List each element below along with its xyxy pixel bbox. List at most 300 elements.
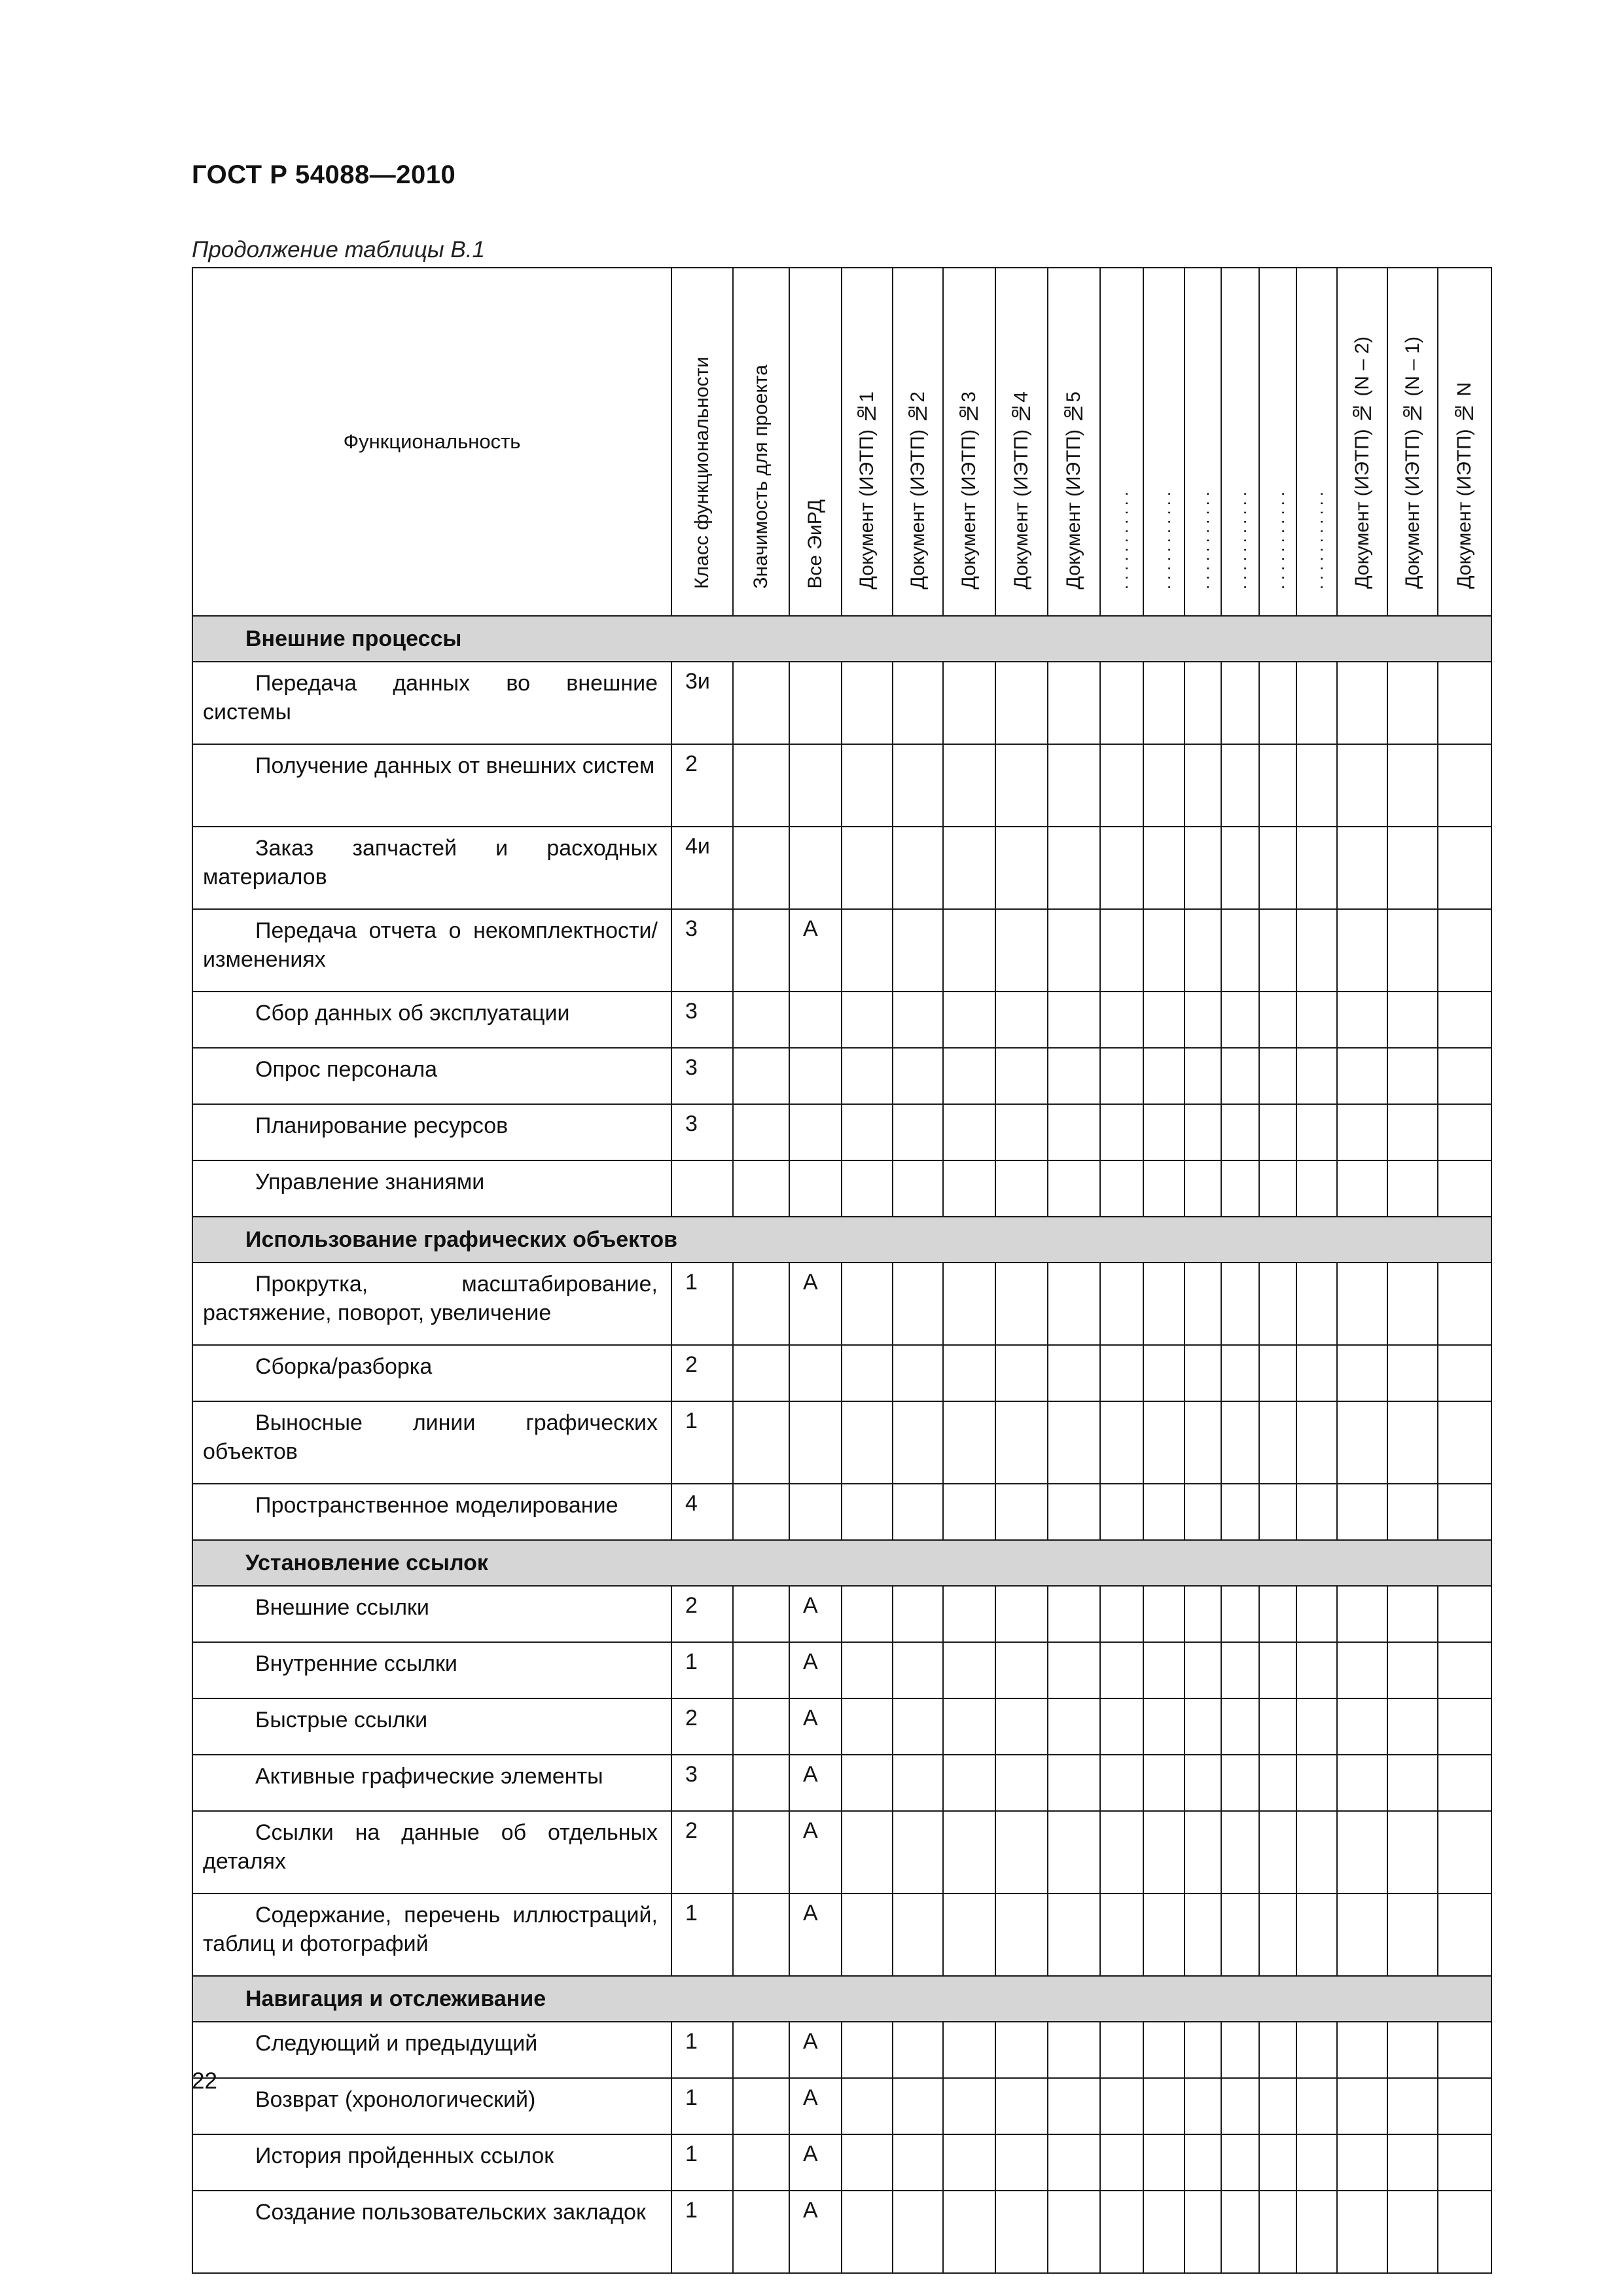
- document-cell: [1048, 1755, 1100, 1811]
- document-cell: [1259, 1811, 1296, 1893]
- functionality-name: Активные графические элементы: [192, 1755, 671, 1811]
- document-cell: [1337, 909, 1387, 992]
- document-cell: [1387, 1104, 1438, 1160]
- document-cell: [1387, 2191, 1438, 2273]
- document-cell: [1143, 1642, 1185, 1698]
- all-documents-cell: [789, 1048, 842, 1104]
- document-cell: [842, 1755, 893, 1811]
- document-cell: [842, 1104, 893, 1160]
- column-header-label: ...........: [1193, 486, 1213, 589]
- document-cell: [1438, 2078, 1491, 2134]
- document-cell: [1185, 909, 1221, 992]
- all-documents-cell: А: [789, 1893, 842, 1976]
- document-cell: [1143, 827, 1185, 909]
- document-cell: [1438, 1811, 1491, 1893]
- document-cell: [1296, 2134, 1337, 2191]
- document-cell: [1221, 1263, 1259, 1345]
- document-cell: [943, 1160, 995, 1217]
- document-cell: [1296, 2022, 1337, 2078]
- document-cell: [1337, 1104, 1387, 1160]
- document-cell: [1387, 1755, 1438, 1811]
- column-header: [1185, 268, 1221, 616]
- document-cell: [1337, 2078, 1387, 2134]
- document-cell: [1259, 744, 1296, 827]
- section-title: Установление ссылок: [192, 1540, 1491, 1586]
- document-cell: [1185, 1160, 1221, 1217]
- document-cell: [995, 1893, 1048, 1976]
- functionality-name: Планирование ресурсов: [192, 1104, 671, 1160]
- functionality-class-cell: 3: [671, 992, 733, 1048]
- document-cell: [1048, 1893, 1100, 1976]
- project-significance-cell: [733, 1755, 789, 1811]
- document-cell: [1337, 1811, 1387, 1893]
- document-cell: [893, 1698, 943, 1755]
- functionality-class-cell: 3: [671, 1755, 733, 1811]
- document-cell: [1143, 1401, 1185, 1484]
- document-cell: [1221, 1586, 1259, 1642]
- document-cell: [1259, 1586, 1296, 1642]
- document-cell: [1438, 827, 1491, 909]
- document-cell: [1259, 2191, 1296, 2273]
- project-significance-cell: [733, 1104, 789, 1160]
- document-cell: [1337, 827, 1387, 909]
- document-cell: [1048, 1401, 1100, 1484]
- document-cell: [842, 2134, 893, 2191]
- document-cell: [1387, 1698, 1438, 1755]
- document-cell: [1337, 744, 1387, 827]
- table-row: [192, 1698, 1491, 1755]
- page-number: 22: [192, 2068, 217, 2094]
- document-cell: [1048, 1048, 1100, 1104]
- all-documents-cell: А: [789, 1642, 842, 1698]
- document-cell: [1221, 1484, 1259, 1540]
- document-cell: [1221, 1755, 1259, 1811]
- table-row: [192, 1104, 1491, 1160]
- document-cell: [1259, 1484, 1296, 1540]
- functionality-class-cell: 1: [671, 1401, 733, 1484]
- project-significance-cell: [733, 1586, 789, 1642]
- document-cell: [995, 1484, 1048, 1540]
- column-header-label: Документ (ИЭТП) № (N – 1): [1401, 336, 1423, 589]
- all-documents-cell: [789, 992, 842, 1048]
- table-row: [192, 1345, 1491, 1401]
- all-documents-cell: А: [789, 1586, 842, 1642]
- document-cell: [1438, 1586, 1491, 1642]
- document-header: ГОСТ Р 54088—2010: [192, 160, 456, 189]
- document-cell: [1337, 2022, 1387, 2078]
- document-cell: [1221, 2078, 1259, 2134]
- all-documents-cell: [789, 1160, 842, 1217]
- functionality-class-cell: 2: [671, 1698, 733, 1755]
- functionality-name: Внешние ссылки: [192, 1586, 671, 1642]
- document-cell: [893, 992, 943, 1048]
- document-cell: [1100, 2078, 1143, 2134]
- document-cell: [1100, 2134, 1143, 2191]
- document-cell: [842, 1893, 893, 1976]
- functionality-name: Возврат (хронологический): [192, 2078, 671, 2134]
- project-significance-cell: [733, 2022, 789, 2078]
- column-header: [1438, 268, 1491, 616]
- document-cell: [995, 1755, 1048, 1811]
- table-row: [192, 2134, 1491, 2191]
- document-cell: [1143, 1755, 1185, 1811]
- project-significance-cell: [733, 1160, 789, 1217]
- document-cell: [1259, 1263, 1296, 1345]
- document-cell: [1143, 1345, 1185, 1401]
- column-header: [893, 268, 943, 616]
- document-cell: [1387, 1586, 1438, 1642]
- document-cell: [1337, 1586, 1387, 1642]
- document-cell: [1221, 1893, 1259, 1976]
- document-cell: [1048, 992, 1100, 1048]
- project-significance-cell: [733, 1698, 789, 1755]
- document-cell: [1337, 1160, 1387, 1217]
- document-cell: [1438, 1642, 1491, 1698]
- document-cell: [1337, 2191, 1387, 2273]
- document-cell: [1337, 1698, 1387, 1755]
- document-cell: [1387, 744, 1438, 827]
- document-cell: [1221, 1401, 1259, 1484]
- document-cell: [1438, 2022, 1491, 2078]
- document-cell: [1185, 2134, 1221, 2191]
- document-cell: [1048, 1642, 1100, 1698]
- document-cell: [1259, 662, 1296, 744]
- document-cell: [1185, 827, 1221, 909]
- document-cell: [1143, 662, 1185, 744]
- document-cell: [1387, 2134, 1438, 2191]
- functionality-name: Сборка/разборка: [192, 1345, 671, 1401]
- document-cell: [1100, 992, 1143, 1048]
- document-cell: [943, 1345, 995, 1401]
- document-cell: [1185, 1104, 1221, 1160]
- table-row: [192, 1401, 1491, 1484]
- document-cell: [1387, 2022, 1438, 2078]
- document-cell: [1296, 1048, 1337, 1104]
- all-documents-cell: [789, 744, 842, 827]
- project-significance-cell: [733, 1484, 789, 1540]
- document-cell: [943, 1893, 995, 1976]
- table-header-row: [192, 268, 1491, 616]
- document-cell: [995, 1586, 1048, 1642]
- document-cell: [893, 827, 943, 909]
- document-cell: [995, 662, 1048, 744]
- document-cell: [1259, 2078, 1296, 2134]
- document-cell: [1259, 1345, 1296, 1401]
- document-cell: [1185, 1811, 1221, 1893]
- document-cell: [893, 2078, 943, 2134]
- document-cell: [1143, 909, 1185, 992]
- document-cell: [943, 2022, 995, 2078]
- section-row: [192, 616, 1491, 662]
- document-cell: [1143, 2134, 1185, 2191]
- document-cell: [1337, 1642, 1387, 1698]
- document-cell: [893, 2191, 943, 2273]
- document-cell: [1337, 1048, 1387, 1104]
- document-cell: [995, 1811, 1048, 1893]
- all-documents-cell: А: [789, 2022, 842, 2078]
- section-title: Использование графических объектов: [192, 1217, 1491, 1263]
- all-documents-cell: А: [789, 1263, 842, 1345]
- document-cell: [1100, 1698, 1143, 1755]
- document-cell: [842, 2191, 893, 2273]
- functionality-class-cell: 1: [671, 2078, 733, 2134]
- all-documents-cell: А: [789, 2078, 842, 2134]
- document-cell: [943, 1698, 995, 1755]
- document-cell: [1337, 1263, 1387, 1345]
- document-cell: [943, 1048, 995, 1104]
- document-cell: [943, 1263, 995, 1345]
- document-cell: [1185, 1345, 1221, 1401]
- document-cell: [1438, 2134, 1491, 2191]
- document-cell: [1387, 1642, 1438, 1698]
- document-cell: [1296, 1642, 1337, 1698]
- table-row: [192, 1811, 1491, 1893]
- document-cell: [893, 2134, 943, 2191]
- document-cell: [1143, 1484, 1185, 1540]
- document-cell: [842, 1401, 893, 1484]
- document-cell: [995, 909, 1048, 992]
- document-cell: [1296, 2191, 1337, 2273]
- document-cell: [1100, 1048, 1143, 1104]
- functionality-name: Сбор данных об эксплуатации: [192, 992, 671, 1048]
- document-cell: [1100, 1401, 1143, 1484]
- functionality-class-cell: 3: [671, 909, 733, 992]
- document-cell: [893, 1345, 943, 1401]
- document-cell: [1296, 1401, 1337, 1484]
- section-title: Внешние процессы: [192, 616, 1491, 662]
- functionality-name: Содержание, перечень иллюстраций, таблиц и фотографий: [192, 1893, 671, 1976]
- document-cell: [893, 1755, 943, 1811]
- document-cell: [1296, 1755, 1337, 1811]
- table-row: [192, 909, 1491, 992]
- document-cell: [1048, 662, 1100, 744]
- document-cell: [995, 1104, 1048, 1160]
- document-cell: [943, 1755, 995, 1811]
- document-cell: [1185, 744, 1221, 827]
- document-cell: [1048, 1586, 1100, 1642]
- table-body: [192, 616, 1491, 2273]
- functionality-class-cell: 4: [671, 1484, 733, 1540]
- document-cell: [995, 827, 1048, 909]
- column-header: [1296, 268, 1337, 616]
- functionality-class-cell: 1: [671, 1642, 733, 1698]
- document-cell: [1143, 1698, 1185, 1755]
- functionality-class-cell: 2: [671, 1345, 733, 1401]
- document-cell: [995, 2022, 1048, 2078]
- document-cell: [1221, 992, 1259, 1048]
- document-cell: [1296, 662, 1337, 744]
- table-row: [192, 1893, 1491, 1976]
- column-header-label: Документ (ИЭТП) №5: [1063, 391, 1084, 589]
- document-cell: [943, 909, 995, 992]
- document-cell: [1337, 2134, 1387, 2191]
- document-cell: [1100, 662, 1143, 744]
- document-cell: [842, 909, 893, 992]
- document-cell: [1337, 1345, 1387, 1401]
- functionality-name: Управление знаниями: [192, 1160, 671, 1217]
- document-cell: [1100, 1345, 1143, 1401]
- document-cell: [893, 744, 943, 827]
- document-cell: [1100, 827, 1143, 909]
- document-cell: [1143, 992, 1185, 1048]
- document-cell: [1337, 1755, 1387, 1811]
- document-cell: [1438, 662, 1491, 744]
- document-cell: [995, 2078, 1048, 2134]
- document-cell: [1221, 2134, 1259, 2191]
- column-header: [671, 268, 733, 616]
- document-cell: [1438, 992, 1491, 1048]
- document-cell: [893, 1160, 943, 1217]
- column-header: [1221, 268, 1259, 616]
- document-cell: [1221, 1160, 1259, 1217]
- table-row: [192, 1263, 1491, 1345]
- document-cell: [1387, 1048, 1438, 1104]
- document-cell: [943, 2191, 995, 2273]
- document-cell: [1259, 1642, 1296, 1698]
- document-cell: [1337, 992, 1387, 1048]
- functionality-name: Заказ запчастей и расходных материалов: [192, 827, 671, 909]
- table-row: [192, 1755, 1491, 1811]
- document-cell: [1337, 1401, 1387, 1484]
- document-cell: [1221, 909, 1259, 992]
- document-cell: [1100, 1642, 1143, 1698]
- table-row: [192, 1586, 1491, 1642]
- functionality-class-cell: 3: [671, 1104, 733, 1160]
- document-cell: [1185, 1401, 1221, 1484]
- project-significance-cell: [733, 1811, 789, 1893]
- functionality-table: [192, 267, 1492, 2274]
- document-cell: [842, 2022, 893, 2078]
- document-cell: [1048, 1811, 1100, 1893]
- document-cell: [1143, 2022, 1185, 2078]
- document-cell: [893, 1811, 943, 1893]
- functionality-class-cell: 1: [671, 1263, 733, 1345]
- document-cell: [943, 827, 995, 909]
- column-header-label: Документ (ИЭТП) №2: [906, 391, 929, 589]
- document-cell: [1387, 909, 1438, 992]
- project-significance-cell: [733, 2191, 789, 2273]
- document-cell: [1438, 1401, 1491, 1484]
- functionality-class-cell: 3и: [671, 662, 733, 744]
- document-cell: [842, 1048, 893, 1104]
- document-cell: [893, 1048, 943, 1104]
- document-cell: [893, 1642, 943, 1698]
- document-cell: [1387, 1811, 1438, 1893]
- column-header-label: Документ (ИЭТП) №1: [856, 391, 878, 589]
- document-cell: [1259, 2022, 1296, 2078]
- document-cell: [1259, 1698, 1296, 1755]
- functionality-class-cell: 2: [671, 1586, 733, 1642]
- document-cell: [1143, 1048, 1185, 1104]
- document-cell: [1100, 1755, 1143, 1811]
- document-cell: [1296, 1586, 1337, 1642]
- document-cell: [1259, 1401, 1296, 1484]
- document-cell: [1143, 1160, 1185, 1217]
- column-header-label: ...........: [1154, 486, 1174, 589]
- all-documents-cell: А: [789, 2134, 842, 2191]
- document-cell: [1296, 992, 1337, 1048]
- functionality-name: История пройденных ссылок: [192, 2134, 671, 2191]
- document-cell: [842, 1698, 893, 1755]
- document-cell: [893, 1893, 943, 1976]
- document-cell: [842, 1484, 893, 1540]
- table-row: [192, 827, 1491, 909]
- document-cell: [1221, 827, 1259, 909]
- document-cell: [1100, 1263, 1143, 1345]
- document-cell: [1100, 1484, 1143, 1540]
- document-cell: [1221, 1698, 1259, 1755]
- document-cell: [842, 1642, 893, 1698]
- all-documents-cell: [789, 827, 842, 909]
- column-header: [1387, 268, 1438, 616]
- document-cell: [1185, 992, 1221, 1048]
- all-documents-cell: А: [789, 909, 842, 992]
- functionality-name: Получение данных от внешних систем: [192, 744, 671, 827]
- document-cell: [1259, 1104, 1296, 1160]
- document-cell: [1387, 2078, 1438, 2134]
- document-cell: [1143, 1104, 1185, 1160]
- document-cell: [1296, 1104, 1337, 1160]
- document-cell: [893, 662, 943, 744]
- document-cell: [1221, 1811, 1259, 1893]
- document-cell: [1185, 1586, 1221, 1642]
- all-documents-cell: [789, 1484, 842, 1540]
- document-cell: [1296, 1484, 1337, 1540]
- document-cell: [1387, 1893, 1438, 1976]
- document-cell: [1387, 662, 1438, 744]
- document-cell: [943, 1811, 995, 1893]
- document-cell: [995, 1642, 1048, 1698]
- document-cell: [842, 1263, 893, 1345]
- document-cell: [1185, 1698, 1221, 1755]
- functionality-name: Прокрутка, масштабирование, растяжение, поворот, увеличение: [192, 1263, 671, 1345]
- document-cell: [1438, 1263, 1491, 1345]
- document-cell: [1048, 1104, 1100, 1160]
- document-cell: [893, 1263, 943, 1345]
- document-cell: [1387, 1484, 1438, 1540]
- document-cell: [1100, 1811, 1143, 1893]
- document-cell: [893, 1104, 943, 1160]
- document-cell: [1221, 662, 1259, 744]
- table-row: [192, 1048, 1491, 1104]
- document-cell: [1048, 744, 1100, 827]
- section-row: [192, 1540, 1491, 1586]
- document-cell: [943, 662, 995, 744]
- document-cell: [1438, 1104, 1491, 1160]
- document-cell: [995, 2191, 1048, 2273]
- functionality-class-cell: 4и: [671, 827, 733, 909]
- document-cell: [1185, 1755, 1221, 1811]
- section-row: [192, 1217, 1491, 1263]
- functionality-name: Пространственное моделирование: [192, 1484, 671, 1540]
- functionality-name: Быстрые ссылки: [192, 1698, 671, 1755]
- column-header: [789, 268, 842, 616]
- document-cell: [842, 2078, 893, 2134]
- document-cell: [1185, 2022, 1221, 2078]
- functionality-name: Выносные линии графических объектов: [192, 1401, 671, 1484]
- document-cell: [1185, 1048, 1221, 1104]
- column-header-label: ...........: [1268, 486, 1288, 589]
- functionality-name: Опрос персонала: [192, 1048, 671, 1104]
- document-cell: [995, 2134, 1048, 2191]
- document-cell: [1387, 827, 1438, 909]
- document-cell: [1100, 1893, 1143, 1976]
- document-cell: [943, 1642, 995, 1698]
- document-cell: [842, 744, 893, 827]
- document-cell: [1100, 1160, 1143, 1217]
- document-cell: [1048, 2134, 1100, 2191]
- project-significance-cell: [733, 744, 789, 827]
